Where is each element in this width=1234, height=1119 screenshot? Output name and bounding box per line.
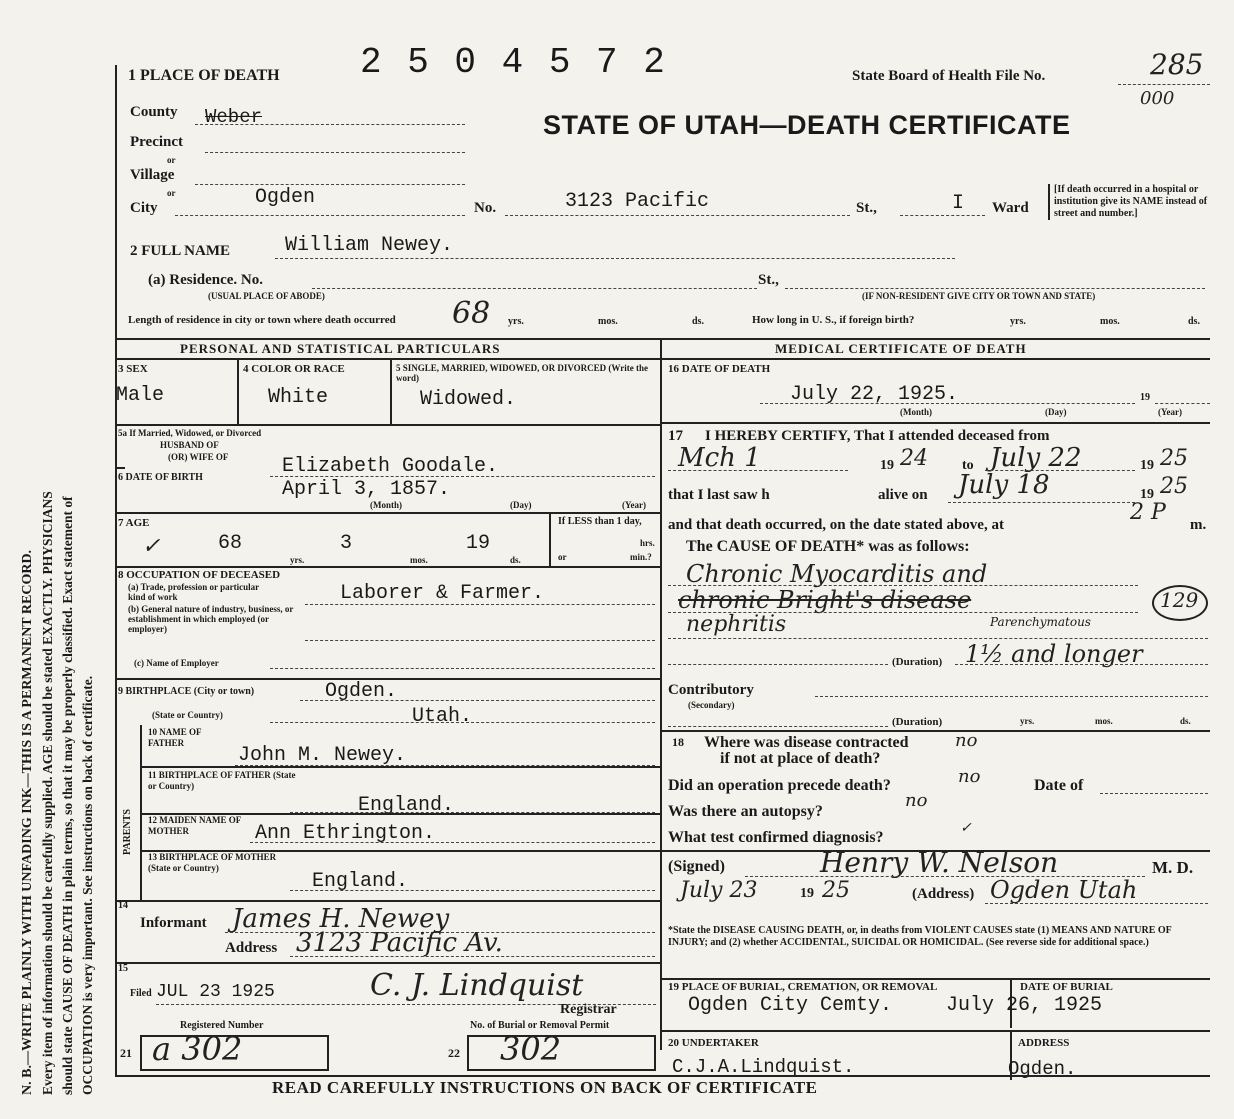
birthplace-state-label: (State or Country) [152,710,223,720]
footer-instructions: READ CAREFULLY INSTRUCTIONS ON BACK OF CERTIFICATE [272,1078,818,1097]
occupation-value: Laborer & Farmer. [340,582,545,605]
cause-line-2: chronic Bright's disease [678,586,972,614]
marital-value: Widowed. [420,388,517,411]
death-time: 2 P [1130,500,1166,525]
length-residence-value: 68 [452,296,491,331]
father-name-label: 10 NAME OF FATHER [148,727,202,748]
employer-label: (c) Name of Employer [134,658,219,668]
field-21-num: 21 [120,1046,132,1060]
attended-to: July 22 [990,443,1082,473]
duration-label: (Duration) [892,656,943,668]
length-residence-label: Length of residence in city or town where death occurred [128,314,396,326]
marital-label: 5 SINGLE, MARRIED, WIDOWED, OR DIVORCED (Write the word) [396,363,648,383]
father-name: John M. Newey. [238,744,407,767]
birthplace-state: Utah. [412,705,473,728]
burial-permit-label: No. of Burial or Removal Permit [470,1020,610,1031]
dob-label: 6 DATE OF BIRTH [118,472,203,483]
father-birthplace-label: 11 BIRTHPLACE OF FATHER (State or Country) [148,770,296,791]
color-value: White [268,386,329,409]
side-instruction-1: N. B.—WRITE PLAINLY WITH UNFADING INK—THIS IS A PERMANENT RECORD. [20,549,35,1095]
physician-address: Ogden Utah [990,876,1138,904]
city-label: City [130,200,158,216]
mother-birthplace-label: 13 BIRTHPLACE OF MOTHER (State or Country) [148,852,277,873]
informant-address: 3123 Pacific Av. [296,928,503,958]
duration2-yrs: yrs. [1020,716,1035,726]
informant-value: James H. Newey [232,904,450,934]
residence-label: (a) Residence. No. [148,272,263,288]
form-left-border [115,65,117,1075]
attended-to-year: 25 [1160,446,1188,471]
or-label-1: or [167,155,176,165]
cause-line-3: nephritis [686,612,787,637]
or-label-2: or [167,188,176,198]
birthplace-city: Ogden. [325,680,398,703]
filing-num: 15 [118,963,128,974]
duration2-ds: ds. [1180,716,1191,726]
registrar-label: Registrar [560,1002,617,1017]
attended-from-year-prefix: 19 [880,458,894,473]
registrar-signature: C. J. Lindquist [370,968,584,1003]
burial-place-label: 19 PLACE OF BURIAL, CREMATION, OR REMOVAL [668,981,938,993]
dob-month-label: (Month) [370,500,402,510]
dob-value: April 3, 1857. [282,478,451,501]
death-day-label: (Day) [1045,407,1067,417]
cause-label: The CAUSE OF DEATH* was as follows: [686,538,970,555]
cause-note: Parenchymatous [990,615,1091,629]
nonresident-note: (IF NON-RESIDENT GIVE CITY OR TOWN AND STATE) [862,291,1096,301]
test-answer: ✓ [960,820,972,836]
village-label: Village [130,167,175,183]
death-year-label: (Year) [1158,407,1182,417]
mother-name-label: 12 MAIDEN NAME OF MOTHER [148,815,241,836]
sex-label: 3 SEX [118,363,148,375]
street-value: 3123 Pacific [565,190,710,213]
informant-num: 14 [118,900,128,911]
duration2-label: (Duration) [892,716,943,728]
registered-number-label: Registered Number [180,1020,264,1031]
ward-note: [If death occurred in a hospital or institution give its NAME instead of street and number.] [1048,184,1214,220]
certify-text: I HEREBY CERTIFY, That I attended deceased from [705,428,1050,444]
cause-footnote: *State the DISEASE CAUSING DEATH, or, in deaths from VIOLENT CAUSES state (1) MEANS AND NATURE OF INJURY; and (2) whether ACCIDENTAL, SUICIDAL OR HOMICIDAL. (See reverse side for additional space.) [668,925,1172,948]
file-number: 285 [1150,48,1204,81]
street-no-label: No. [474,200,497,216]
us-yrs: yrs. [1010,316,1026,327]
ward-value: I [952,192,965,215]
operation-date-label: Date of [1034,777,1084,794]
date-of-death-value: July 22, 1925. [790,383,959,406]
signed-year: 25 [822,878,850,903]
residence-st-label: St., [758,272,779,288]
burial-permit-number: 302 [500,1030,562,1068]
board-file-label: State Board of Health File No. [852,68,1046,84]
duration2-mos: mos. [1095,716,1113,726]
undertaker-label: 20 UNDERTAKER [668,1037,759,1049]
undertaker-address: Ogden. [1008,1058,1077,1080]
age-months: 3 [340,532,353,555]
mother-birthplace: England. [312,870,409,893]
to-label: to [962,458,974,473]
physician-signature: Henry W. Nelson [820,846,1059,879]
side-instruction-2: Every item of information should be carefully supplied. AGE should be stated EXACTLY. PHYSICIANS [40,491,55,1095]
registered-number: a 302 [152,1030,243,1068]
birthplace-label: 9 BIRTHPLACE (City or town) [118,686,255,697]
informant-address-label: Address [225,940,278,956]
spouse-value: Elizabeth Goodale. [282,455,499,478]
signed-label: (Signed) [668,858,725,875]
duration-value: 1½ and longer [965,640,1143,668]
certificate-title: STATE OF UTAH—DEATH CERTIFICATE [543,110,1071,140]
ward-label: Ward [992,200,1029,216]
cause-code: 129 [1160,588,1199,612]
color-label: 4 COLOR OR RACE [243,363,345,375]
dob-day-label: (Day) [510,500,532,510]
spouse-label-2: HUSBAND OF [160,440,219,450]
burial-date-label: DATE OF BURIAL [1020,981,1113,993]
burial-permit-box [467,1035,656,1071]
precinct-label: Precinct [130,134,184,150]
age-yrs-unit: yrs. [290,555,305,565]
last-saw-text: that I last saw h [668,487,770,503]
column-divider [660,338,662,1050]
operation-label: Did an operation precede death? [668,777,891,794]
county-label: County [130,104,178,120]
field-22-num: 22 [448,1046,460,1060]
side-instruction-4: OCCUPATION is very important. See instructions on back of certificate. [80,675,95,1095]
stamp-number: 2 5 0 4 5 7 2 [360,42,667,83]
physician-address-label: (Address) [912,886,975,902]
burial-date: July 26, 1925 [946,994,1103,1017]
min-unit: min.? [630,552,652,562]
autopsy-label: Was there an autopsy? [668,803,823,820]
filed-date: JUL 23 1925 [156,982,275,1002]
county-value: Weber [205,106,263,128]
md-label: M. D. [1152,858,1194,877]
age-mos-unit: mos. [410,555,428,565]
us-mos: mos. [1100,316,1120,327]
less-than-day-label: If LESS than 1 day, [558,516,642,527]
sex-value: Male [116,384,165,407]
age-ds-unit: ds. [510,555,521,565]
mother-name: Ann Ethrington. [255,822,436,845]
undertaker-name: C.J.A.Lindquist. [672,1056,855,1078]
residence-sub-label: (USUAL PLACE OF ABODE) [208,291,325,301]
us-length-label: How long in U. S., if foreign birth? [752,314,915,326]
death-year-prefix: 19 [1140,392,1150,403]
occupation-label: 8 OCCUPATION OF DECEASED [118,569,281,581]
spouse-label-3: (OR) WIFE OF [168,452,229,462]
length-yrs: yrs. [508,316,524,327]
operation-answer: no [958,766,981,787]
last-seen-year-prefix: 19 [1140,487,1154,502]
occurred-text: and that death occurred, on the date stated above, at [668,517,1004,533]
attended-from: Mch 1 [678,443,761,473]
place-of-death-label: 1 PLACE OF DEATH [128,67,280,84]
test-label: What test confirmed diagnosis? [668,829,884,846]
file-number-sub: 000 [1140,88,1175,109]
personal-section-title: PERSONAL AND STATISTICAL PARTICULARS [180,341,501,356]
or-min-label: or [558,552,567,562]
secondary-label: (Secondary) [688,700,735,710]
signed-year-prefix: 19 [800,886,814,901]
length-ds: ds. [692,316,704,327]
age-days: 19 [466,532,491,555]
autopsy-answer: no [905,790,928,811]
full-name-label: 2 FULL NAME [130,243,231,259]
q18a-label: Where was disease contracted [704,734,909,751]
q18-num: 18 [672,735,684,749]
us-ds: ds. [1188,316,1200,327]
parents-label: PARENTS [122,809,133,855]
certify-num: 17 [668,428,683,444]
occupation-a-label: (a) Trade, profession or particular kind of work [128,582,259,602]
cause-line-1: Chronic Myocarditis and [686,560,988,588]
informant-label: Informant [140,915,207,931]
st-label: St., [856,200,877,216]
death-month-label: (Month) [900,407,932,417]
last-seen-year: 25 [1160,474,1188,499]
q18b-label: if not at place of death? [720,750,881,767]
date-of-death-label: 16 DATE OF DEATH [668,363,771,375]
age-years: 68 [218,532,243,555]
contributory-label: Contributory [668,682,754,698]
attended-from-year: 24 [900,446,928,471]
side-instruction-3: should state CAUSE OF DEATH in plain terms, so that it may be properly classified. Exact statement of [60,496,75,1095]
alive-on-label: alive on [878,487,928,503]
signed-date: July 23 [680,878,758,903]
age-label: 7 AGE [118,517,150,529]
burial-place: Ogden City Cemty. [688,994,893,1017]
q18a-answer: no [955,730,978,751]
dob-year-label: (Year) [622,500,646,510]
city-value: Ogden [255,186,316,209]
attended-to-year-prefix: 19 [1140,458,1154,473]
m-label: m. [1190,517,1207,533]
filed-label: Filed [130,988,152,999]
father-birthplace: England. [358,794,455,817]
undertaker-address-label: ADDRESS [1018,1037,1070,1049]
hrs-unit: hrs. [640,538,655,548]
medical-section-title: MEDICAL CERTIFICATE OF DEATH [775,341,1027,356]
length-mos: mos. [598,316,618,327]
last-seen-date: July 18 [958,470,1050,500]
age-check: ✓ [142,534,161,559]
spouse-label-1: 5a If Married, Widowed, or Divorced [118,428,262,438]
occupation-b-label: (b) General nature of industry, business, or establishment in which employed (or employer) [128,604,294,634]
full-name-value: William Newey. [285,234,454,257]
